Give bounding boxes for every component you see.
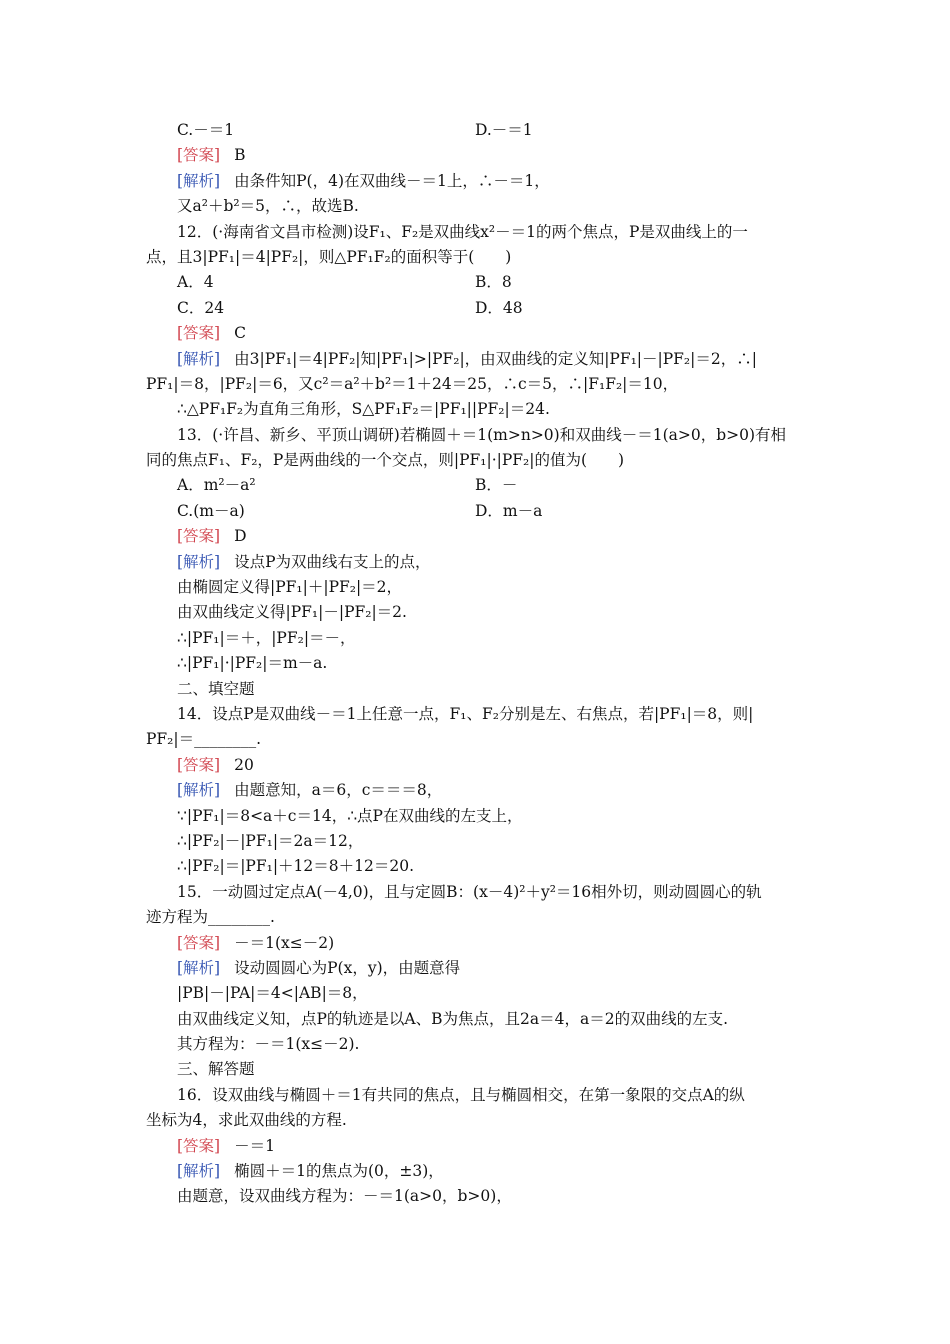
option-right: D．48 [475,298,523,317]
option-right: D.－＝1 [475,121,533,139]
option-left: C.(m－a) [177,501,245,520]
line-text: 15．一动圆过定点A(－4,0)，且与定圆B：(x－4)²＋y²＝16相外切，则动圆圆心的轨 [177,882,762,901]
text-line [146,727,810,752]
option-left: C．24 [177,298,225,317]
text-line [146,829,810,854]
text-line [146,677,810,702]
line-text: 由3|PF₁|＝4|PF₂|知|PF₁|>|PF₂|，由双曲线的定义知|PF₁|－|PF₂|＝2，∴| [234,349,757,368]
text-line [146,448,810,473]
answer-tag: [答案] [177,527,221,546]
explanation-tag: [解析] [177,349,221,368]
line-text: C [234,324,246,343]
options-row [146,473,810,498]
line-text: 16．设双曲线与椭圆＋＝1有共同的焦点，且与椭圆相交，在第一象限的交点A的纵 [177,1085,745,1104]
text-line [146,905,810,930]
text-line [146,1184,810,1209]
text-line [146,524,810,549]
text-line [146,1032,810,1057]
text-line [146,347,810,372]
text-line [146,1159,810,1184]
text-line [146,1083,810,1108]
text-line [146,931,810,956]
line-text: 点，且3|PF₁|＝4|PF₂|，则△PF₁F₂的面积等于( ) [146,247,512,266]
text-line [146,194,810,219]
line-text: 椭圆＋＝1的焦点为(0，±3)， [234,1162,444,1181]
text-line [146,702,810,727]
answer-tag: [答案] [177,324,221,343]
text-line [146,626,810,651]
options-row [146,499,810,524]
line-text: 三、解答题 [177,1060,255,1079]
text-line [146,575,810,600]
text-line [146,372,810,397]
document-content [146,118,810,1210]
options-row [146,118,810,143]
explanation-tag: [解析] [177,1162,221,1181]
text-line [146,854,810,879]
line-text: B [234,146,246,165]
text-line [146,169,810,194]
text-line [146,600,810,625]
text-line [146,1057,810,1082]
line-text: 同的焦点F₁、F₂，P是两曲线的一个交点，则|PF₁|·|PF₂|的值为( ) [146,451,625,470]
option-right: B．8 [475,273,512,292]
text-line [146,981,810,1006]
line-text: PF₁|＝8，|PF₂|＝6，又c²＝a²＋b²＝1＋24＝25，∴c＝5，∴|F₁F₂|＝10， [146,374,679,393]
line-text: 二、填空题 [177,679,255,698]
answer-tag: [答案] [177,755,221,774]
text-line [146,956,810,981]
answer-tag: [答案] [177,1136,221,1155]
line-text: 坐标为4，求此双曲线的方程. [146,1111,347,1130]
line-text: 20 [234,755,254,774]
options-row [146,270,810,295]
text-line [146,651,810,676]
text-line [146,220,810,245]
text-line [146,880,810,905]
option-left: A．4 [177,273,214,292]
options-row [146,296,810,321]
option-right: B．－ [475,476,518,495]
line-text: 设点P为双曲线右支上的点， [234,552,431,571]
line-text: －＝1 [234,1136,275,1155]
line-text: 由题意，设双曲线方程为：－＝1(a>0，b>0)， [177,1187,512,1206]
line-text: 设动圆圆心为P(x，y)，由题意得 [234,958,461,977]
text-line [146,753,810,778]
explanation-tag: [解析] [177,958,221,977]
text-line [146,550,810,575]
line-text: ∴|PF₁|＝＋，|PF₂|＝－， [177,628,356,647]
explanation-tag: [解析] [177,781,221,800]
option-left: A．m²－a² [177,476,256,495]
line-text: ∴△PF₁F₂为直角三角形，S△PF₁F₂＝|PF₁||PF₂|＝24. [177,400,550,419]
text-line [146,321,810,346]
line-text: ∴|PF₁|·|PF₂|＝m－a. [177,654,328,673]
text-line [146,245,810,270]
text-line [146,143,810,168]
line-text: 由椭圆定义得|PF₁|＋|PF₂|＝2， [177,578,403,597]
line-text: 由条件知P(，4)在双曲线－＝1上，∴－＝1， [234,171,550,190]
text-line [146,423,810,448]
line-text: 又a²＋b²＝5，∴，故选B. [177,197,359,216]
line-text: 由双曲线定义知，点P的轨迹是以A、B为焦点，且2a＝4，a＝2的双曲线的左支. [177,1009,729,1028]
answer-tag: [答案] [177,933,221,952]
line-text: 由双曲线定义得|PF₁|－|PF₂|＝2. [177,603,407,622]
option-right: D．m－a [475,501,543,520]
explanation-tag: [解析] [177,171,221,190]
line-text: 14．设点P是双曲线－＝1上任意一点，F₁、F₂分别是左、右焦点，若|PF₁|＝8，则| [177,704,754,723]
text-line [146,1007,810,1032]
line-text: ∵|PF₁|＝8<a＋c＝14，∴点P在双曲线的左支上， [177,806,523,825]
answer-tag: [答案] [177,146,221,165]
line-text: D [234,527,247,546]
line-text: |PB|－|PA|＝4<|AB|＝8， [177,984,368,1003]
line-text: 由题意知，a＝6，c＝＝＝8， [234,781,443,800]
line-text: PF₂|＝________. [146,730,262,749]
line-text: 12．(·海南省文昌市检测)设F₁、F₂是双曲线x²－＝1的两个焦点，P是双曲线上的一 [177,222,748,241]
line-text: 13．(·许昌、新乡、平顶山调研)若椭圆＋＝1(m>n>0)和双曲线－＝1(a>0，b>0)有相 [177,425,787,444]
line-text: －＝1(x≤－2) [234,933,335,952]
option-left: C.－＝1 [177,121,235,139]
text-line [146,1108,810,1133]
line-text: 其方程为：－＝1(x≤－2). [177,1035,360,1054]
text-line [146,1134,810,1159]
line-text: ∴|PF₂|＝|PF₁|＋12＝8＋12＝20. [177,857,415,876]
text-line [146,778,810,803]
text-line [146,804,810,829]
line-text: ∴|PF₂|－|PF₁|＝2a＝12， [177,831,364,850]
text-line [146,397,810,422]
line-text: 迹方程为________. [146,908,275,927]
explanation-tag: [解析] [177,552,221,571]
